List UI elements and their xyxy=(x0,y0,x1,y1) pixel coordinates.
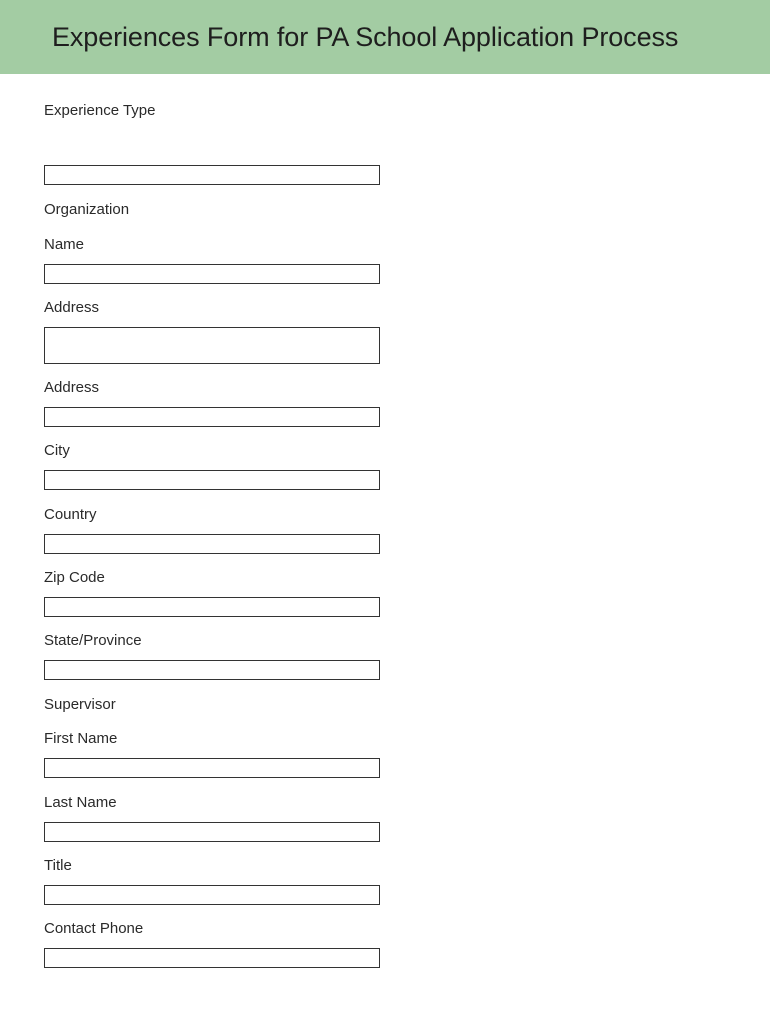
state-province-label: State/Province xyxy=(44,632,142,649)
country-field[interactable] xyxy=(44,534,380,554)
state-province-field[interactable] xyxy=(44,660,380,680)
org-address2-field[interactable] xyxy=(44,407,380,427)
organization-heading: Organization xyxy=(44,201,130,218)
title-field[interactable] xyxy=(44,885,380,905)
zip-code-label: Zip Code xyxy=(44,569,105,586)
last-name-label: Last Name xyxy=(44,794,117,811)
last-name-field[interactable] xyxy=(44,822,380,842)
contact-phone-label: Contact Phone xyxy=(44,920,144,937)
country-label: Country xyxy=(44,506,97,523)
org-address-label: Address xyxy=(44,299,100,316)
city-label: City xyxy=(44,442,70,459)
experience-type-field[interactable] xyxy=(44,165,380,185)
zip-code-field[interactable] xyxy=(44,597,380,617)
first-name-field[interactable] xyxy=(44,758,380,778)
first-name-label: First Name xyxy=(44,730,118,747)
experience-type-label: Experience Type xyxy=(44,102,156,119)
supervisor-heading: Supervisor xyxy=(44,696,116,713)
org-address2-label: Address xyxy=(44,379,100,396)
org-address-field[interactable] xyxy=(44,327,380,364)
city-field[interactable] xyxy=(44,470,380,490)
contact-phone-field[interactable] xyxy=(44,948,380,968)
org-name-field[interactable] xyxy=(44,264,380,284)
org-name-label: Name xyxy=(44,236,85,253)
page-title: Experiences Form for PA School Application Process xyxy=(52,22,679,52)
title-label: Title xyxy=(44,857,72,874)
form-header xyxy=(0,0,770,74)
